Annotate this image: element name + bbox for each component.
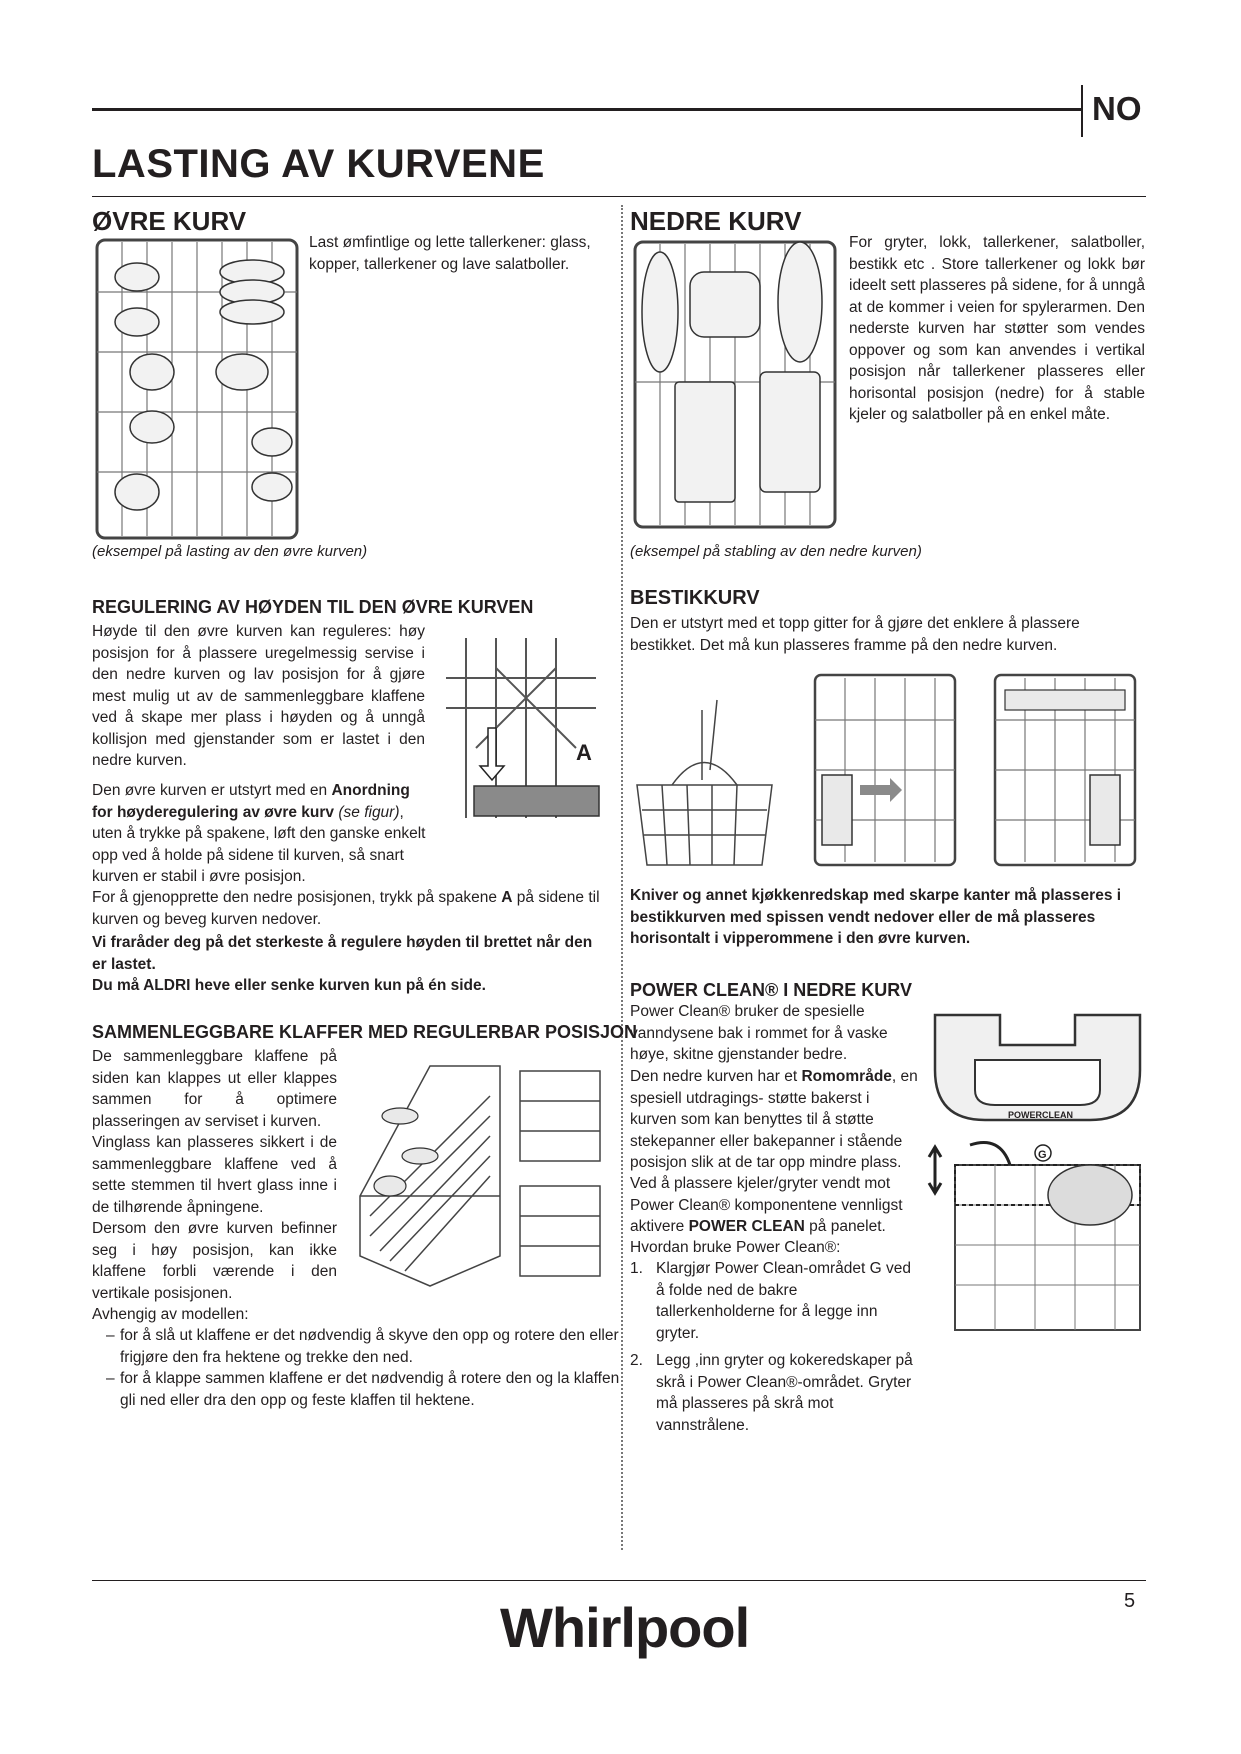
brand-logo: Whirlpool bbox=[500, 1596, 750, 1659]
flaps-options-list bbox=[106, 1325, 621, 1411]
cutlery-warning: Kniver og annet kjøkkenredskap med skarpe kanter må plasseres i bestikkurven med spissen vendt nedover eller de må plasseres horisontalt i vipperommene i den øvre kurven. bbox=[630, 887, 1122, 947]
power-clean-step: 2. Legg ,inn gryter og kokeredskaper på skrå i Power Clean®-området. Gryter må plasseres på skrå mot vannstrålene. bbox=[630, 1352, 913, 1434]
flaps-option-item: – for å slå ut klaffene er det nødvendig å skyve den opp og rotere den eller frigjøre den fra hektene og trekke den ned. bbox=[106, 1325, 621, 1368]
height-adjust-paragraph-1: Høyde til den øvre kurven kan reguleres: høy posisjon for å plassere uregelmessig servise i den nedre kurven og lav posisjon for å gjøre mest mulig ut av de sammenleggbare klaffene ved å skape mer plass i høyden og å unngå kollisjon med gjenstander som er lastet i den nedre kurven. bbox=[92, 623, 425, 769]
cutlery-text: Den er utstyrt med et topp gitter for å gjøre det enklere å plassere bestikket. Det må kun plasseres framme på den nedre kurven. bbox=[630, 615, 1080, 654]
column-divider bbox=[621, 205, 623, 1550]
upper-basket-heading: ØVRE KURV bbox=[92, 206, 247, 236]
language-code: NO bbox=[1092, 90, 1142, 127]
upper-basket-knives-figure bbox=[810, 670, 960, 875]
title-rule bbox=[92, 196, 1146, 197]
lower-basket-text: For gryter, lokk, tallerkener, salatboller, bestikk etc . Store tallerkener og lokk bør ideelt sett plasseres på sidene, for å unngå at de kommer i veien for spylerarmen. Den nederste kurven har støtter som vendes oppover og som kan anvendes i vertikal posisjon når tallerkener plasseres eller horisontal posisjon (nedre) for å stable kjeler og salatboller på en enkel måte. bbox=[849, 234, 1145, 423]
flaps-heading: SAMMENLEGGBARE KLAFFER MED REGULERBAR POSISJON bbox=[92, 1022, 638, 1042]
upper-basket-text: Last ømfintlige og lette tallerkener: glass, kopper, tallerkener og lave salatboller. bbox=[309, 234, 591, 273]
footer-rule bbox=[92, 1580, 1146, 1581]
power-clean-paragraph-4: Hvordan bruke Power Clean®: bbox=[630, 1239, 841, 1256]
page-title: LASTING AV KURVENE bbox=[92, 142, 545, 186]
power-clean-paragraph-1: Power Clean® bruker de spesielle vanndysene bak i rommet for å vaske høye, skitne gjenstander bedre. bbox=[630, 1003, 888, 1063]
flaps-paragraph-1: De sammenleggbare klaffene på siden kan klappes ut eller klappes sammen for å optimere plasseringen av serviset i kurven. bbox=[92, 1048, 337, 1130]
top-rule-tick bbox=[1081, 85, 1083, 137]
height-adjust-figure bbox=[436, 618, 606, 841]
power-clean-paragraph-2: Den nedre kurven har et Romområde, en spesiell utdragings- støtte bakerst i kurven som kan benyttes til å støtte stekepanner eller bakepanner i stående posisjon slik at de tar opp mindre plass. bbox=[630, 1068, 918, 1171]
height-adjust-warning-2: Du må ALDRI heve eller senke kurven kun på én side. bbox=[92, 977, 486, 994]
height-adjust-paragraph-2: Den øvre kurven er utstyrt med en Anordning for høyderegulering av øvre kurv (se figur), uten å trykke på spakene, løft den ganske enkelt opp ved å holde på sidene til kurven, så snart kurven er stabil i øvre posisjon. bbox=[92, 782, 426, 885]
upper-basket-caption: (eksempel på lasting av den øvre kurven) bbox=[92, 543, 368, 560]
lower-basket-figure bbox=[630, 232, 840, 542]
power-clean-component-figure bbox=[930, 1010, 1145, 1130]
height-adjust-paragraph-3: For å gjenopprette den nedre posisjonen, trykk på spakene A på sidene til kurven og beveg kurven nedover. bbox=[92, 889, 600, 928]
height-adjust-figure-label: A bbox=[576, 740, 592, 765]
flaps-paragraph-4: Avhengig av modellen: bbox=[92, 1306, 249, 1323]
flaps-option-item: – for å klappe sammen klaffene er det nødvendig å rotere den og la klaffen gli ned eller dra den opp og feste klaffen til hektene. bbox=[106, 1368, 621, 1411]
lower-basket-heading: NEDRE KURV bbox=[630, 206, 802, 236]
upper-basket-knives-figure-2 bbox=[990, 670, 1140, 875]
top-rule bbox=[92, 108, 1082, 111]
height-adjust-warning-1: Vi fraråder deg på det sterkeste å regulere høyden til brettet når den er lastet. bbox=[92, 934, 593, 973]
power-clean-step: 1. Klargjør Power Clean-området G ved å folde ned de bakre tallerkenholderne for å legge inn gryter. bbox=[630, 1260, 911, 1342]
flaps-figure bbox=[350, 1056, 610, 1293]
flaps-paragraph-3: Dersom den øvre kurven befinner seg i høy posisjon, kan ikke klaffene forbli værende i den vertikale posisjonen. bbox=[92, 1220, 337, 1302]
power-clean-brand-mark: POWERCLEAN bbox=[1008, 1110, 1073, 1120]
power-clean-steps bbox=[630, 1258, 920, 1436]
upper-basket-figure bbox=[92, 232, 302, 549]
power-clean-paragraph-3: Ved å plassere kjeler/gryter vendt mot Power Clean® komponentene vennligst aktivere POWER CLEAN på panelet. bbox=[630, 1175, 903, 1235]
power-clean-heading: POWER CLEAN® I NEDRE KURV bbox=[630, 980, 912, 1000]
page-number: 5 bbox=[1124, 1590, 1136, 1612]
cutlery-heading: BESTIKKURV bbox=[630, 587, 760, 609]
power-clean-basket-figure bbox=[925, 1135, 1145, 1340]
height-adjust-heading: REGULERING AV HØYDEN TIL DEN ØVRE KURVEN bbox=[92, 597, 534, 617]
power-clean-figure-label: G bbox=[1038, 1149, 1047, 1161]
cutlery-basket-figure bbox=[632, 670, 777, 875]
lower-basket-caption: (eksempel på stabling av den nedre kurven) bbox=[630, 543, 922, 560]
flaps-paragraph-2: Vinglass kan plasseres sikkert i de sammenleggbare klaffene ved å sette stemmen til hvert glass inne i de tilhørende åpningene. bbox=[92, 1134, 337, 1216]
